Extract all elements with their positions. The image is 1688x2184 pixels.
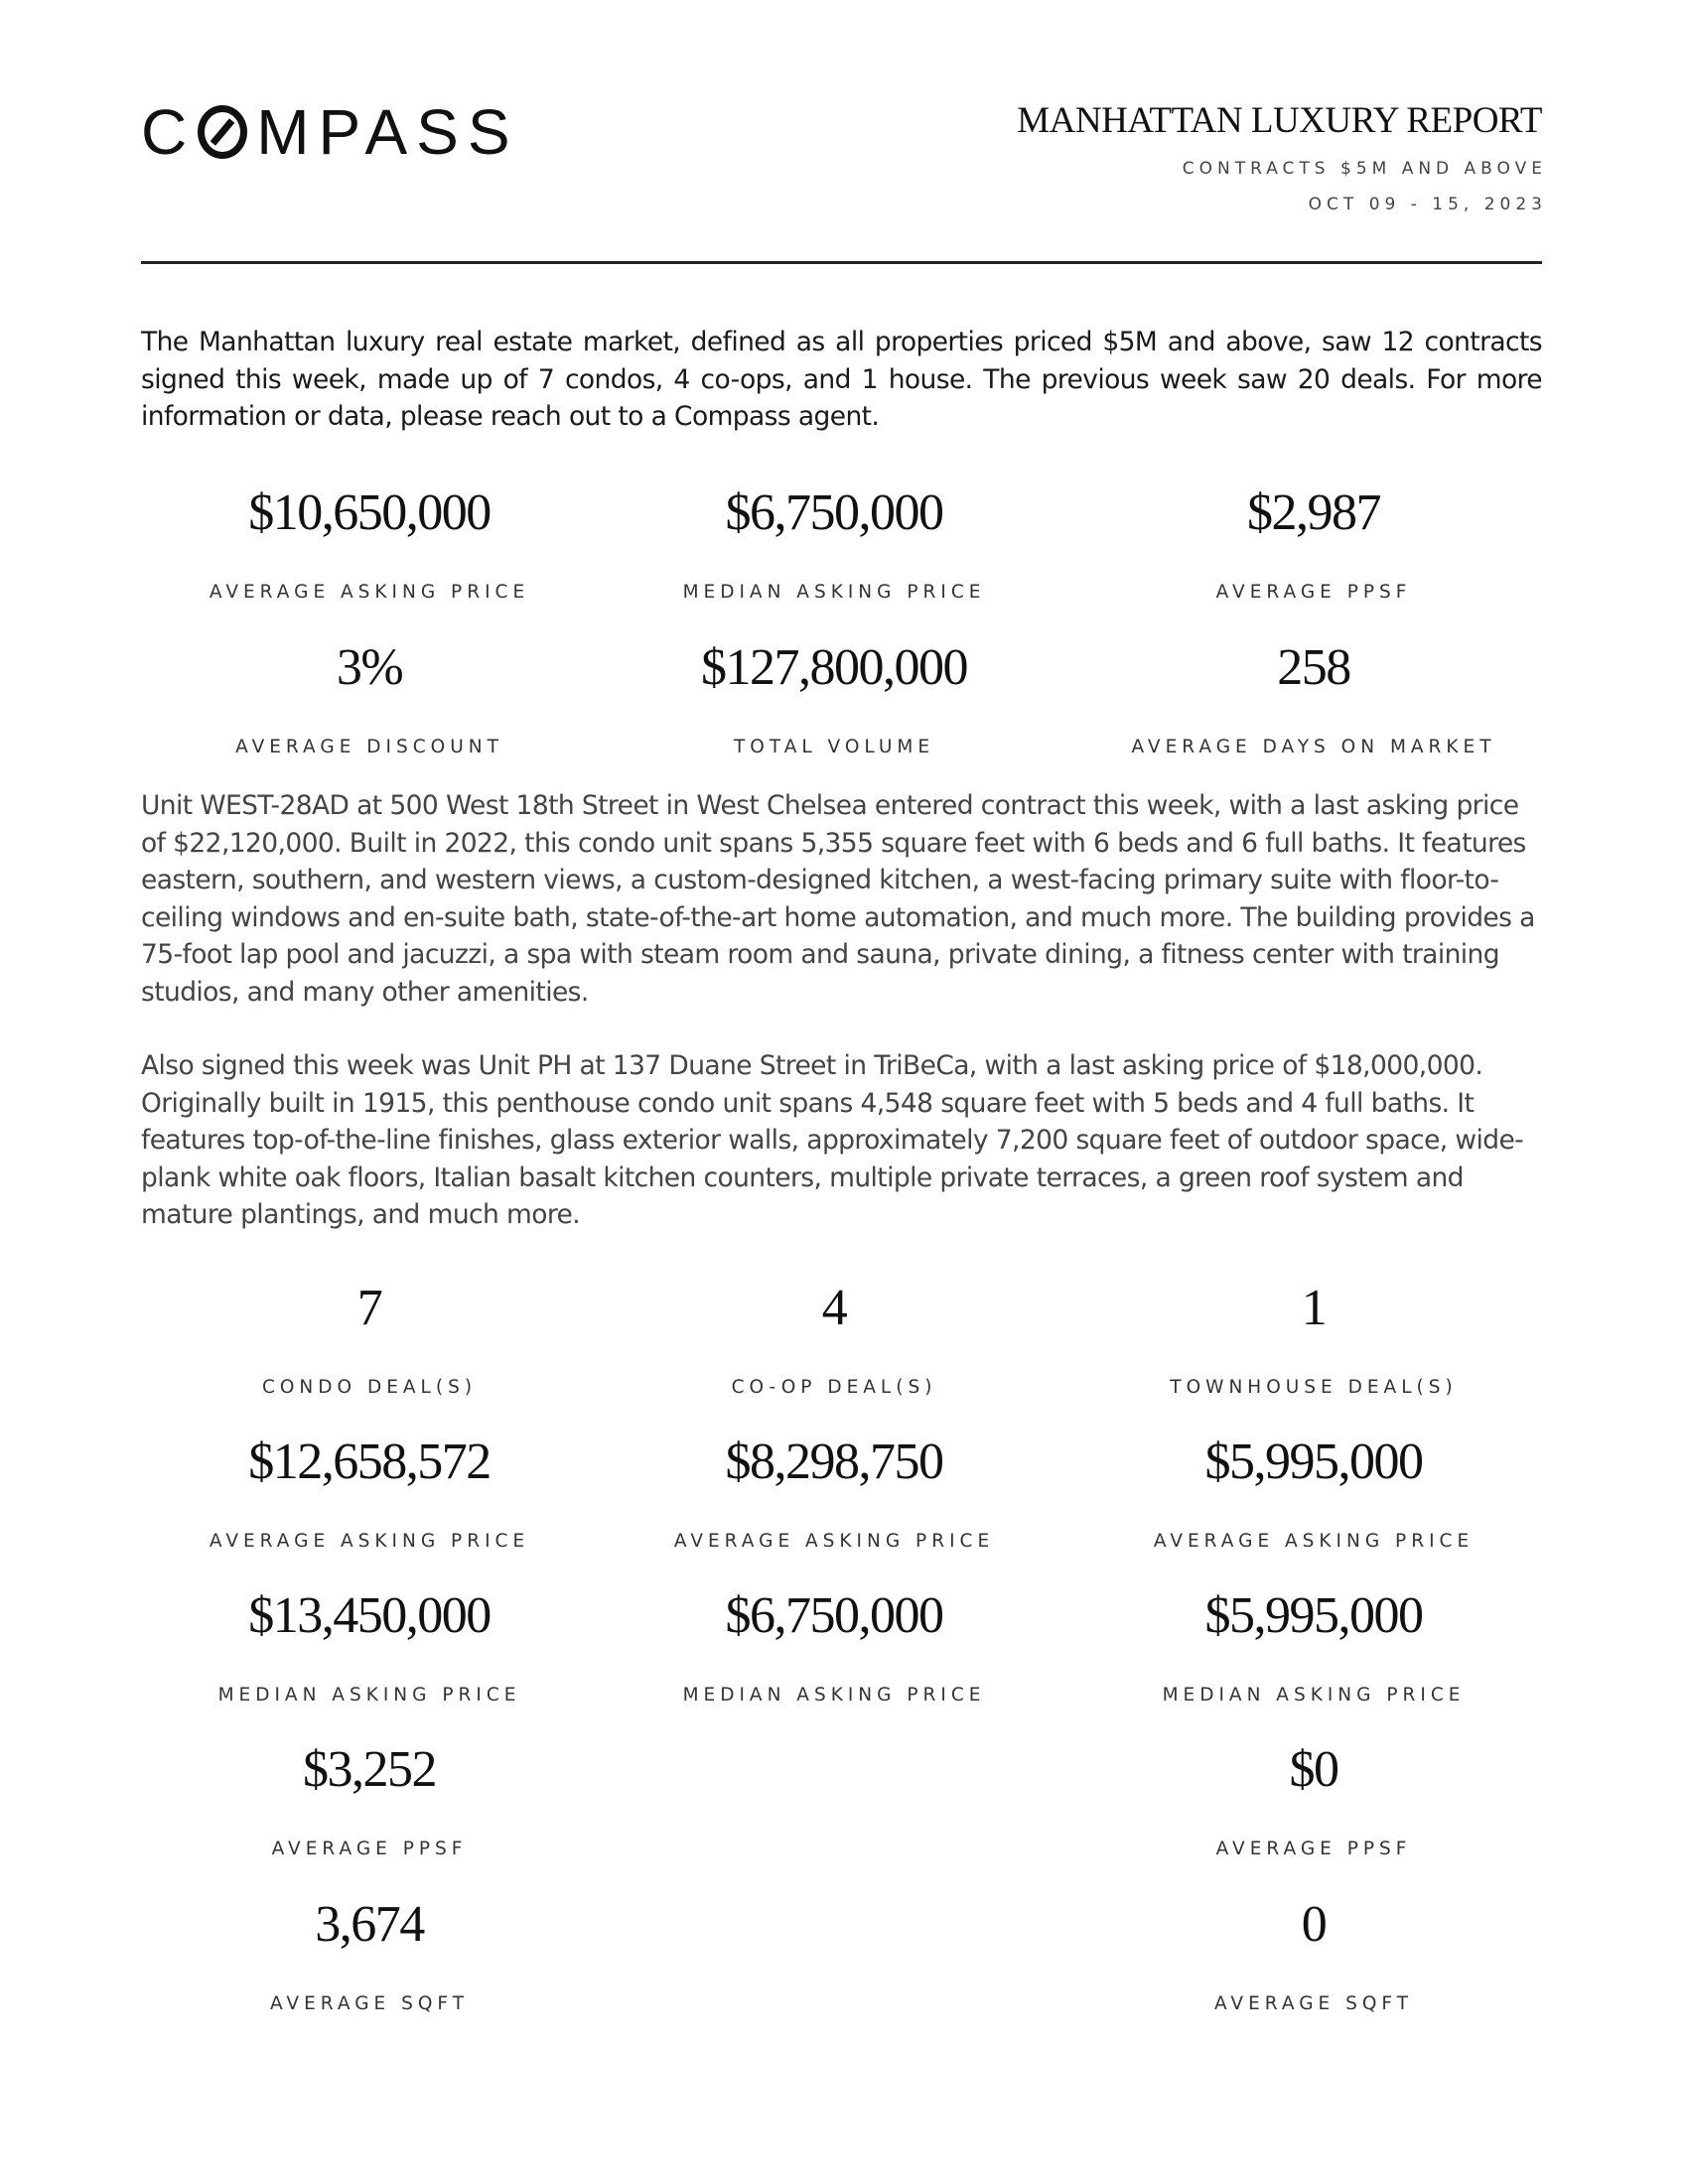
- highlight-paragraph-2: Also signed this week was Unit PH at 137 Duane Street in TriBeCa, with a last asking price of $18,000,000. Originally built in 1915, this penthouse condo unit spans 4,548 square feet with 5 beds and 4 full baths. It features top-of-the-line finishes, glass exterior walls, approximately 7,200 square feet of outdoor space, wide-plank white oak floors, Italian basalt kitchen counters, multiple private terraces, a green roof system and mature plantings, and much more.: [141, 1050, 1524, 1230]
- coop-average-asking-price: [596, 1433, 1072, 1554]
- stat-value: 7: [356, 1280, 382, 1336]
- stat-value: 258: [1277, 639, 1350, 696]
- stat-value: $127,800,000: [701, 639, 967, 696]
- stat-label: AVERAGE PPSF: [271, 1839, 468, 1859]
- townhouse-average-asking-price: [1075, 1433, 1552, 1554]
- stat-label: AVERAGE DAYS ON MARKET: [1131, 737, 1496, 757]
- stat-label: MEDIAN ASKING PRICE: [217, 1685, 521, 1706]
- stat-label: AVERAGE PPSF: [1215, 1839, 1412, 1859]
- stat-value: 3%: [336, 639, 403, 696]
- stat-value: $8,298,750: [725, 1433, 943, 1490]
- condo-deals: [131, 1279, 608, 1400]
- townhouse-average-ppsf: [1075, 1740, 1552, 1861]
- header-divider: [141, 261, 1542, 264]
- highlight-paragraph-1: Unit WEST-28AD at 500 West 18th Street in West Chelsea entered contract this week, with a last asking price of $22,120,000. Built in 2022, this condo unit spans 5,355 square feet with 6 beds and 6 full baths. It features eastern, southern, and western views, a custom-designed kitchen, a west-facing primary suite with floor-to-ceiling windows and en-suite bath, state-of-the-art home automation, and much more. The building provides a 75-foot lap pool and jacuzzi, a spa with steam room and sauna, private dining, a fitness center with training studios, and many other amenities.: [141, 790, 1535, 1008]
- townhouse-deals: [1075, 1279, 1552, 1400]
- report-title: MANHATTAN LUXURY REPORT: [1017, 100, 1542, 141]
- stat-value: 4: [821, 1280, 847, 1336]
- report-subtitle: CONTRACTS $5M AND ABOVE: [1182, 159, 1547, 179]
- stat-value: 1: [1301, 1280, 1327, 1336]
- report-date-range: OCT 09 - 15, 2023: [1308, 195, 1547, 214]
- stat-value: $13,450,000: [248, 1587, 491, 1644]
- condo-average-sqft: [131, 1895, 608, 2016]
- stat-average-days-on-market: [1075, 638, 1552, 759]
- stat-label: AVERAGE ASKING PRICE: [209, 1531, 530, 1552]
- stat-total-volume: [596, 638, 1072, 759]
- stat-value: $10,650,000: [248, 484, 491, 541]
- townhouse-average-sqft: [1075, 1895, 1552, 2016]
- logo-letter-c: C: [141, 96, 197, 168]
- stat-value: $5,995,000: [1204, 1587, 1423, 1644]
- logo-letters-mpass: MPASS: [256, 96, 519, 168]
- stat-value: $12,658,572: [248, 1433, 491, 1490]
- stat-average-ppsf: [1075, 483, 1552, 605]
- stat-value: $5,995,000: [1204, 1433, 1423, 1490]
- stat-label: CO-OP DEAL(S): [731, 1377, 937, 1398]
- stat-value: $6,750,000: [725, 1587, 943, 1644]
- compass-logo: [141, 96, 519, 168]
- condo-average-asking-price: [131, 1433, 608, 1554]
- compass-o-icon: [198, 105, 247, 159]
- stat-label: TOWNHOUSE DEAL(S): [1170, 1377, 1458, 1398]
- stat-median-asking-price: [596, 483, 1072, 605]
- stat-label: AVERAGE DISCOUNT: [235, 737, 503, 757]
- report-header: [1017, 99, 1547, 222]
- stat-label: CONDO DEAL(S): [261, 1377, 478, 1398]
- condo-average-ppsf: [131, 1740, 608, 1861]
- stat-value: $0: [1289, 1741, 1338, 1798]
- stat-average-discount: [131, 638, 608, 759]
- stat-label: AVERAGE ASKING PRICE: [209, 582, 530, 603]
- stat-value: $3,252: [303, 1741, 436, 1798]
- stat-label: MEDIAN ASKING PRICE: [1162, 1685, 1466, 1706]
- stat-label: AVERAGE SQFT: [1213, 1993, 1414, 2014]
- condo-median-asking-price: [131, 1586, 608, 1707]
- coop-deals: [596, 1279, 1072, 1400]
- stat-value: $6,750,000: [725, 484, 943, 541]
- stat-value: 0: [1301, 1896, 1327, 1953]
- intro-paragraph: The Manhattan luxury real estate market, defined as all properties priced $5M and above, saw 12 contracts signed this week, made up of 7 condos, 4 co-ops, and 1 house. The previous week saw 20 deals. For more information or data, please reach out to a Compass agent.: [141, 327, 1542, 432]
- stat-value: $2,987: [1247, 484, 1380, 541]
- stat-label: MEDIAN ASKING PRICE: [682, 1685, 986, 1706]
- stat-label: AVERAGE ASKING PRICE: [1153, 1531, 1475, 1552]
- stat-label: AVERAGE ASKING PRICE: [673, 1531, 995, 1552]
- coop-median-asking-price: [596, 1586, 1072, 1707]
- townhouse-median-asking-price: [1075, 1586, 1552, 1707]
- stat-label: TOTAL VOLUME: [733, 737, 935, 757]
- stat-label: AVERAGE SQFT: [269, 1993, 470, 2014]
- stat-label: AVERAGE PPSF: [1215, 582, 1412, 603]
- stat-average-asking-price: [131, 483, 608, 605]
- stat-label: MEDIAN ASKING PRICE: [682, 582, 986, 603]
- stat-value: 3,674: [315, 1896, 424, 1953]
